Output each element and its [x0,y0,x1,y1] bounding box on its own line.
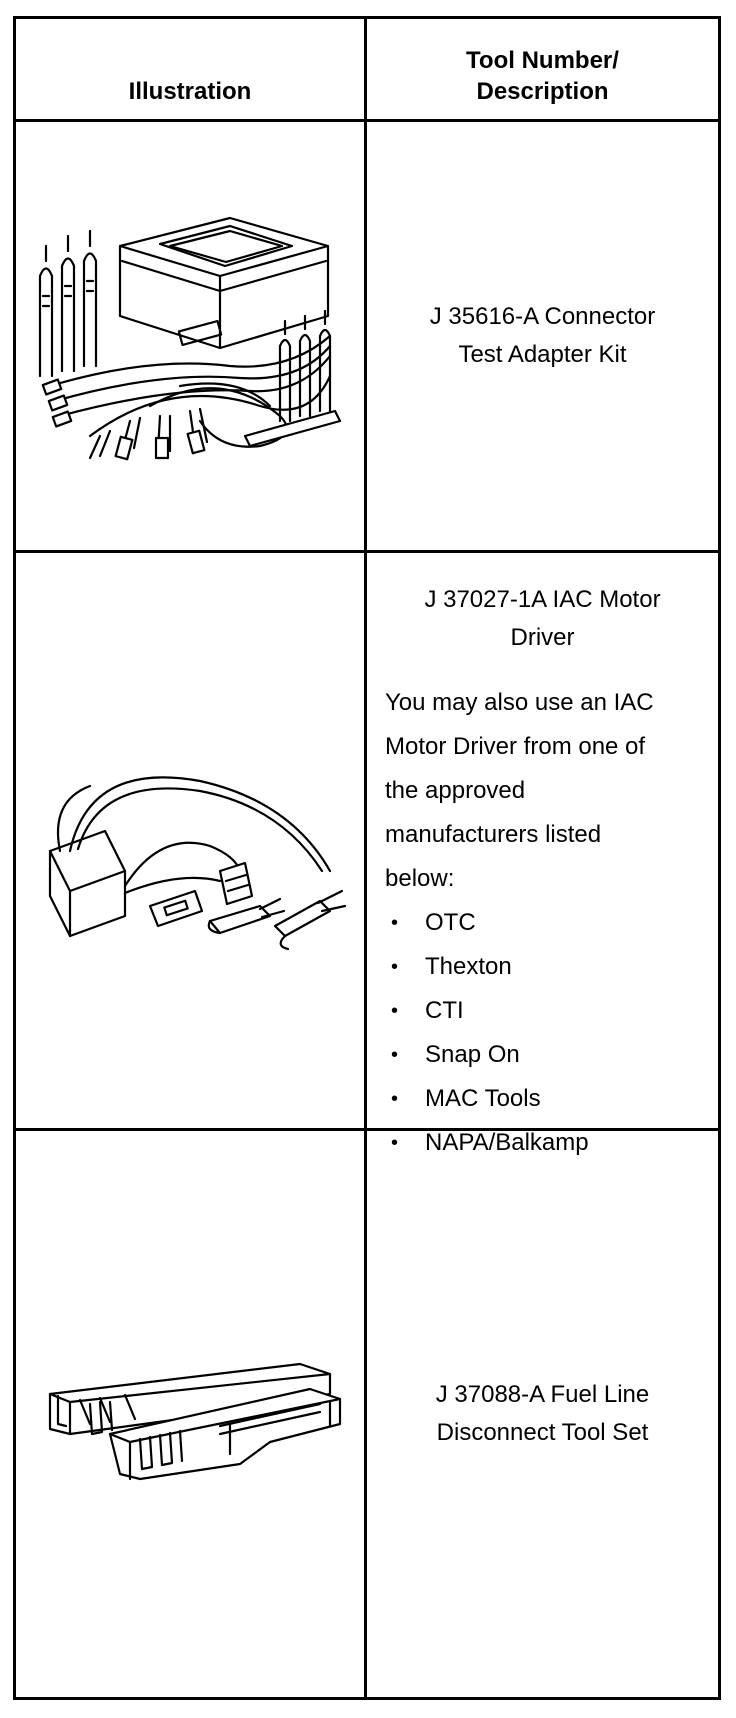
bullet-icon: • [391,1088,399,1110]
manufacturer-name: MAC Tools [425,1085,541,1112]
approved-manufacturers-note: You may also use an IAC Motor Driver from one of the approved manufacturers listed below: [385,689,654,892]
manufacturer-name: OTC [425,909,476,936]
tool-description-line2: Test Adapter Kit [458,341,627,368]
tool-description-line1: J 35616-A Connector [429,303,656,330]
manufacturer-list [385,901,700,1165]
illustration-cell-3 [16,1131,367,1697]
iac-tool-title [385,581,700,657]
tool-description-header [367,19,718,122]
bullet-icon: • [391,1000,399,1022]
bullet-icon: • [391,956,399,978]
manufacturer-name: Thexton [425,953,512,980]
iac-title-line2: Driver [510,624,575,651]
connector-test-adapter-kit-illustration [30,206,350,466]
list-item [385,1077,700,1121]
illustration-header [16,19,367,122]
tool-header-line2: Description [476,78,609,105]
tool-header-line1: Tool Number/ [466,47,619,74]
iac-title-line1: J 37027-1A IAC Motor [424,586,661,613]
manufacturer-name: CTI [425,997,464,1024]
tool-description-line2: Disconnect Tool Set [436,1419,649,1446]
list-item [385,1033,700,1077]
bullet-icon: • [391,1132,399,1154]
tool-description-line1: J 37088-A Fuel Line [435,1381,650,1408]
illustration-cell-2 [16,553,367,1131]
illustration-cell-1 [16,122,367,553]
description-cell-2 [367,553,718,1156]
bullet-icon: • [391,1044,399,1066]
iac-motor-driver-illustration [30,721,350,961]
tool-table [13,16,721,1700]
list-item [385,945,700,989]
description-cell-1 [367,122,718,553]
manufacturer-name: Snap On [425,1041,520,1068]
illustration-header-label: Illustration [128,78,252,105]
fuel-line-disconnect-tool-illustration [30,1334,350,1494]
list-item [385,989,700,1033]
manufacturer-name: NAPA/Balkamp [425,1129,589,1156]
description-cell-3 [367,1131,718,1697]
bullet-icon: • [391,912,399,934]
list-item [385,901,700,945]
